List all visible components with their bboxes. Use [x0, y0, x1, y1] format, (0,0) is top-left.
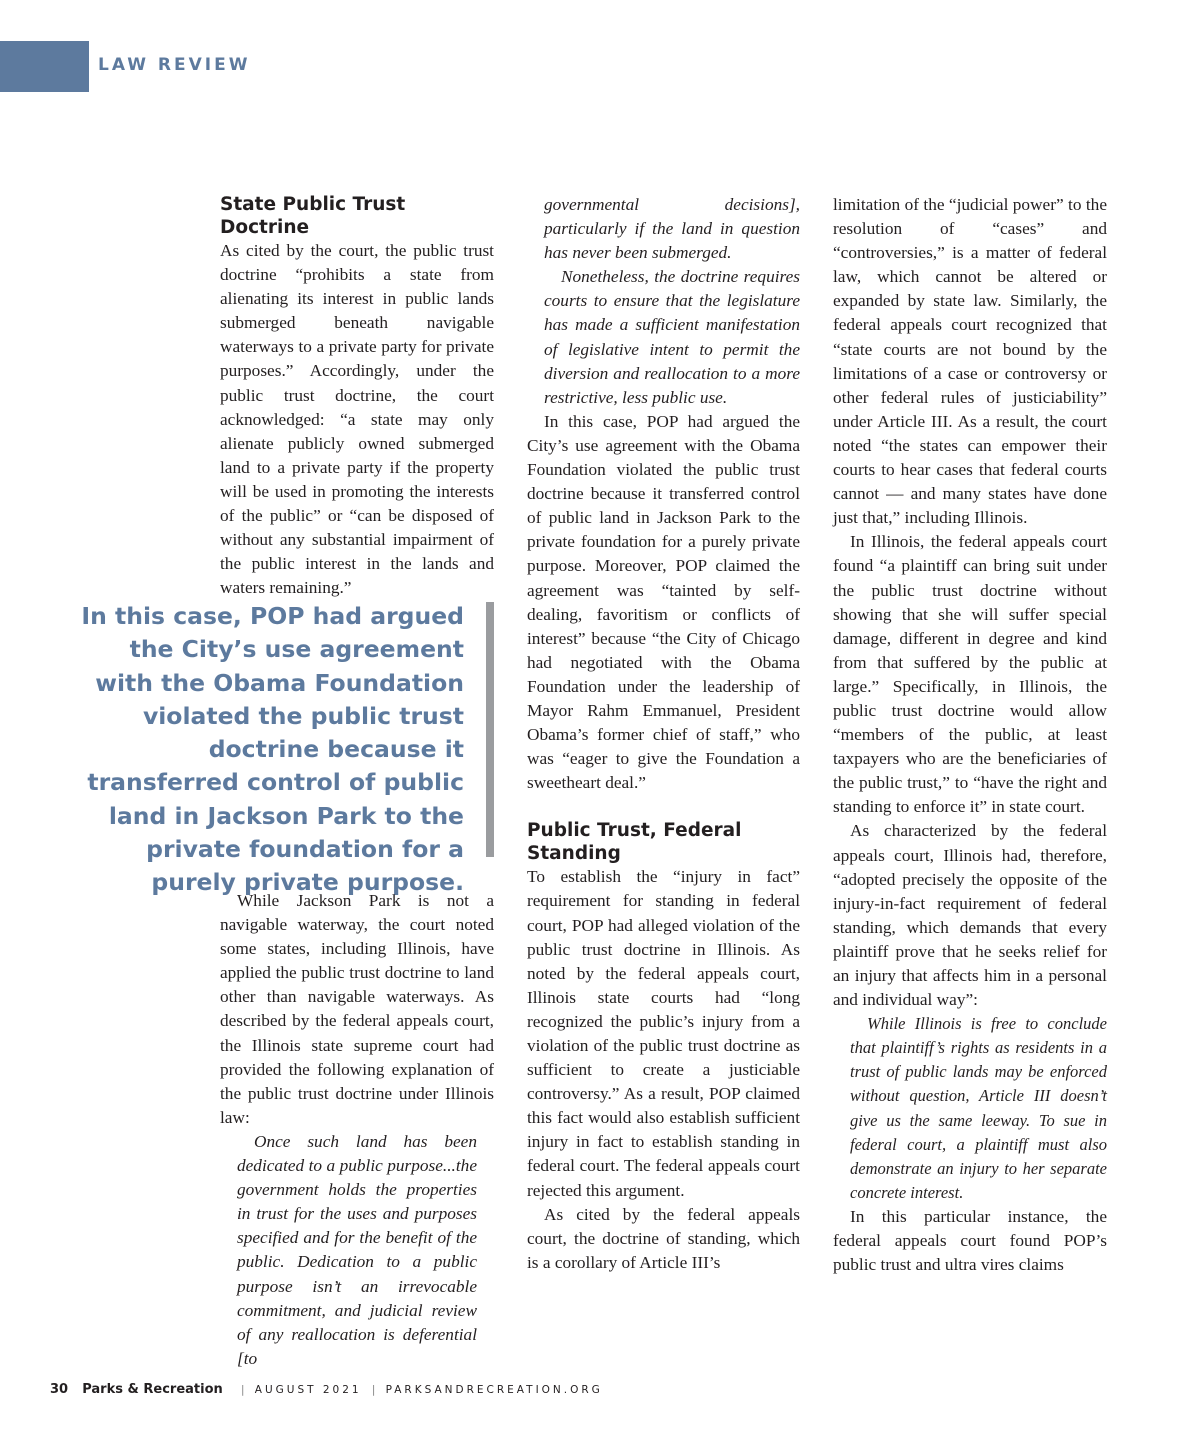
paragraph: limitation of the “judicial power” to the resolution of “cases” and “controversies,” is a matter of federal law, which cannot be altered or expanded by state law. Similarly, the federal appeals court recognized that “state courts are not bound by the limitations of a case or controversy or other federal rules of justiciability” under Article III. As a result, the court noted “the states can empower their courts to hear cases that federal courts cannot — and many states have done just that,” including Illinois. — [833, 195, 1107, 528]
block-quote: Once such land has been dedicated to a public purpose...the government holds the properties in trust for the uses and purposes specified and for the benefit of the public. Dedication to a public purpose isn’t an irrevocable commitment, and judicial review of any reallocation is deferential [to — [237, 1131, 477, 1368]
paragraph: In Illinois, the federal appeals court found “a plaintiff can bring suit under the public trust doctrine without showing that she will suffer special damage, different in degree and kind from that suffered by the public at large.” Specifically, in Illinois, the public trust doctrine would allow “members of the public, at least taxpayers who are the beneficiaries of the public trust,” to “have the right and standing to enforce it” in state court. — [833, 532, 1107, 817]
page-footer — [50, 1382, 603, 1397]
section-label: LAW REVIEW — [98, 55, 251, 75]
paragraph: As cited by the federal appeals court, the doctrine of standing, which is a corollary of Article III’s — [527, 1204, 800, 1272]
block-quote: While Illinois is free to conclude that plaintiff’s rights as residents in a trust of public lands may be enforced without question, Article III doesn’t give us the same leeway. To sue in federal court, a plaintiff must also demonstrate an injury to her separate concrete interest. — [850, 1014, 1107, 1202]
paragraph: As cited by the court, the public trust doctrine “prohibits a state from alienating its interest in public lands submerged beneath navigable waterways to a private party for private purposes.” Accordingly, under the public trust doctrine, the court acknowledged: “a state may only alienate publicly owned submerged land to a private party if the property will be used in promoting the interests of the public” or “can be disposed of without any substantial impairment of the public interest in the lands and waters remaining.” — [220, 241, 494, 598]
paragraph: To establish the “injury in fact” requirement for standing in federal court, POP had alleged violation of the public trust doctrine in Illinois. As noted by the federal appeals court, Illinois state courts had “long recognized the public’s injury from a violation of the public trust doctrine as sufficient to create a justiciable controversy.” As a result, POP claimed this fact would also establish sufficient injury in fact to establish standing in federal court. The federal appeals court rejected this argument. — [527, 867, 800, 1200]
footer-separator: | — [371, 1383, 376, 1396]
header-color-bar — [0, 41, 89, 92]
paragraph: In this case, POP had argued the City’s use agreement with the Obama Foundation violated the public trust doctrine because it transferred control of public land in Jackson Park to the private foundation for a purely private purpose. Moreover, POP claimed the agreement was “tainted by self-dealing, favoritism or conflicts of interest” because “the City of Chicago had negotiated with the Obama Foundation under the leadership of Mayor Rahm Emmanuel, President Obama’s former chief of staff,” who was “eager to give the Foundation a sweetheart deal.” — [527, 411, 800, 793]
section-heading-federal-standing: Public Trust, Federal Standing — [527, 820, 742, 865]
footer-separator: | — [240, 1383, 245, 1396]
block-quote-continued: governmental decisions], particularly if the land in question has never been submerged. — [544, 195, 800, 263]
website-link[interactable]: PARKSANDRECREATION.ORG — [385, 1384, 603, 1396]
column-2 — [527, 193, 800, 1275]
section-heading-state-public-trust: State Public Trust Doctrine — [220, 194, 406, 238]
paragraph: In this particular instance, the federal appeals court found POP’s public trust and ultra vires claims — [833, 1206, 1107, 1275]
column-3 — [833, 193, 1107, 1277]
paragraph: While Jackson Park is not a navigable waterway, the court noted some states, including Illinois, have applied the public trust doctrine to land other than navigable waterways. As described by the federal appeals court, the Illinois state supreme court had provided the following explanation of the public trust doctrine under Illinois law: — [220, 891, 494, 1127]
issue-date: AUGUST 2021 — [254, 1384, 362, 1396]
column-1-top — [220, 193, 494, 600]
page-number: 30 — [50, 1382, 69, 1397]
magazine-name: Parks & Recreation — [82, 1382, 223, 1397]
column-1-bottom — [220, 889, 494, 1371]
pull-quote-rule — [486, 602, 494, 857]
block-quote: Nonetheless, the doctrine requires courts to ensure that the legislature has made a sufficient manifestation of legislative intent to permit the diversion and reallocation to a more restrictive, less public use. — [544, 267, 800, 407]
paragraph: As characterized by the federal appeals court, Illinois had, therefore, “adopted precisely the opposite of the injury-in-fact requirement of federal standing, which demands that every plaintiff prove that he seeks relief for an injury that affects him in a personal and individual way”: — [833, 821, 1107, 1010]
pull-quote: In this case, POP had argued the City’s use agreement with the Obama Foundation violated the public trust doctrine because it transferred control of public land in Jackson Park to the private foundation for a purely private purpose. — [81, 602, 464, 897]
